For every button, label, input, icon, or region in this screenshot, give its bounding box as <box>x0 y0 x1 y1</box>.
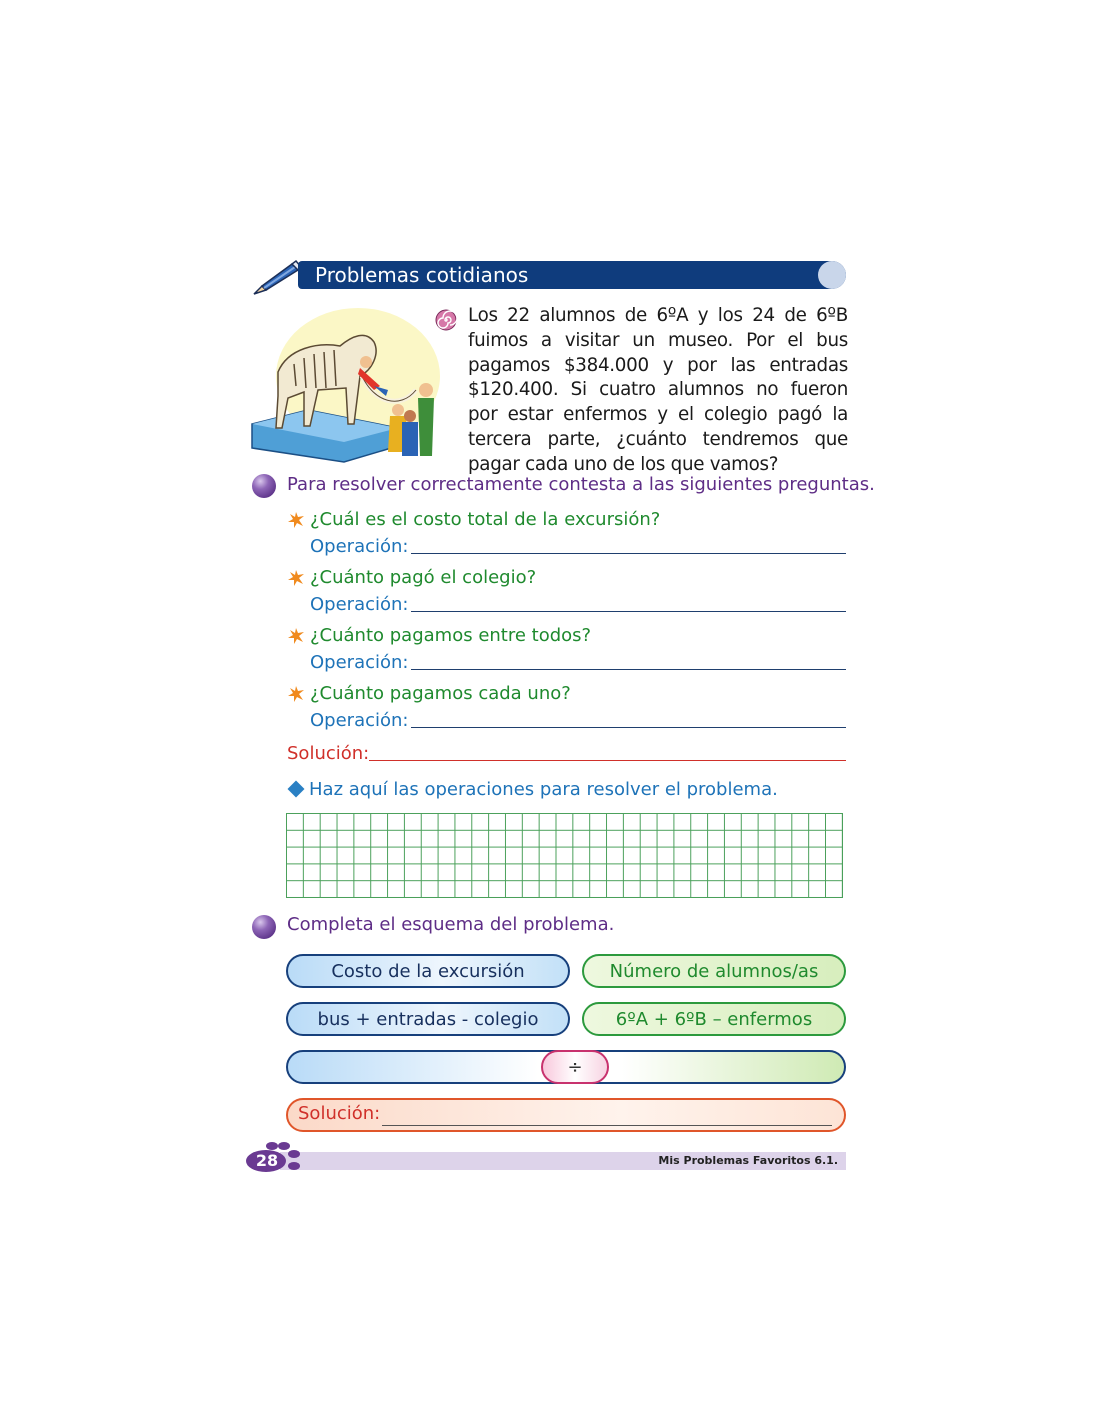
operation-label-3: Operación: <box>310 652 409 673</box>
star-icon <box>287 685 305 703</box>
scheme-box-cost: Costo de la excursión <box>286 954 570 988</box>
question-4: ¿Cuánto pagamos cada uno? <box>310 683 571 704</box>
section-bullet-icon <box>252 474 276 498</box>
question-1: ¿Cuál es el costo total de la excursión? <box>310 509 661 530</box>
problem-statement: Los 22 alumnos de 6ºA y los 24 de 6ºB fuimos a visitar un museo. Por el bus pagamos $384.000 y por las entradas $120.400. Si cuatro alumnos no fueron por estar enfermos y el colegio pagó la tercera parte, ¿cuánto tendremos que pagar cada uno de los que vamos? <box>468 305 848 475</box>
header-end-circle <box>818 261 846 289</box>
scheme-box-cost-formula: bus + entradas - colegio <box>286 1002 570 1036</box>
work-area-instruction: Haz aquí las operaciones para resolver el problema. <box>309 779 778 800</box>
operation-label-4: Operación: <box>310 710 409 731</box>
page-number: 28 <box>255 1151 279 1170</box>
solution-line[interactable] <box>369 760 846 761</box>
page-title: Problemas cotidianos <box>315 263 529 287</box>
division-operator: ÷ <box>541 1050 609 1084</box>
scheme-solution-line[interactable] <box>382 1125 832 1126</box>
pencil-icon <box>250 258 302 298</box>
answer-line-3[interactable] <box>411 669 846 670</box>
work-grid[interactable] <box>286 813 843 898</box>
section-questions-title: Para resolver correctamente contesta a las siguientes preguntas. <box>287 474 875 495</box>
scheme-box-students: Número de alumnos/as <box>582 954 846 988</box>
star-icon <box>287 511 305 529</box>
answer-line-2[interactable] <box>411 611 846 612</box>
section-bullet-icon <box>252 915 276 939</box>
museum-mammoth-illustration <box>248 306 440 464</box>
spiral-icon <box>435 309 457 331</box>
question-2: ¿Cuánto pagó el colegio? <box>310 567 537 588</box>
star-icon <box>287 569 305 587</box>
section-scheme-title: Completa el esquema del problema. <box>287 914 615 935</box>
answer-line-4[interactable] <box>411 727 846 728</box>
scheme-box-students-formula: 6ºA + 6ºB – enfermos <box>582 1002 846 1036</box>
answer-line-1[interactable] <box>411 553 846 554</box>
solution-label: Solución: <box>287 743 370 764</box>
scheme-solution-label: Solución: <box>298 1103 381 1124</box>
book-title: Mis Problemas Favoritos 6.1. <box>658 1154 838 1167</box>
operation-label-2: Operación: <box>310 594 409 615</box>
question-3: ¿Cuánto pagamos entre todos? <box>310 625 592 646</box>
operation-label-1: Operación: <box>310 536 409 557</box>
diamond-icon <box>288 781 305 798</box>
star-icon <box>287 627 305 645</box>
